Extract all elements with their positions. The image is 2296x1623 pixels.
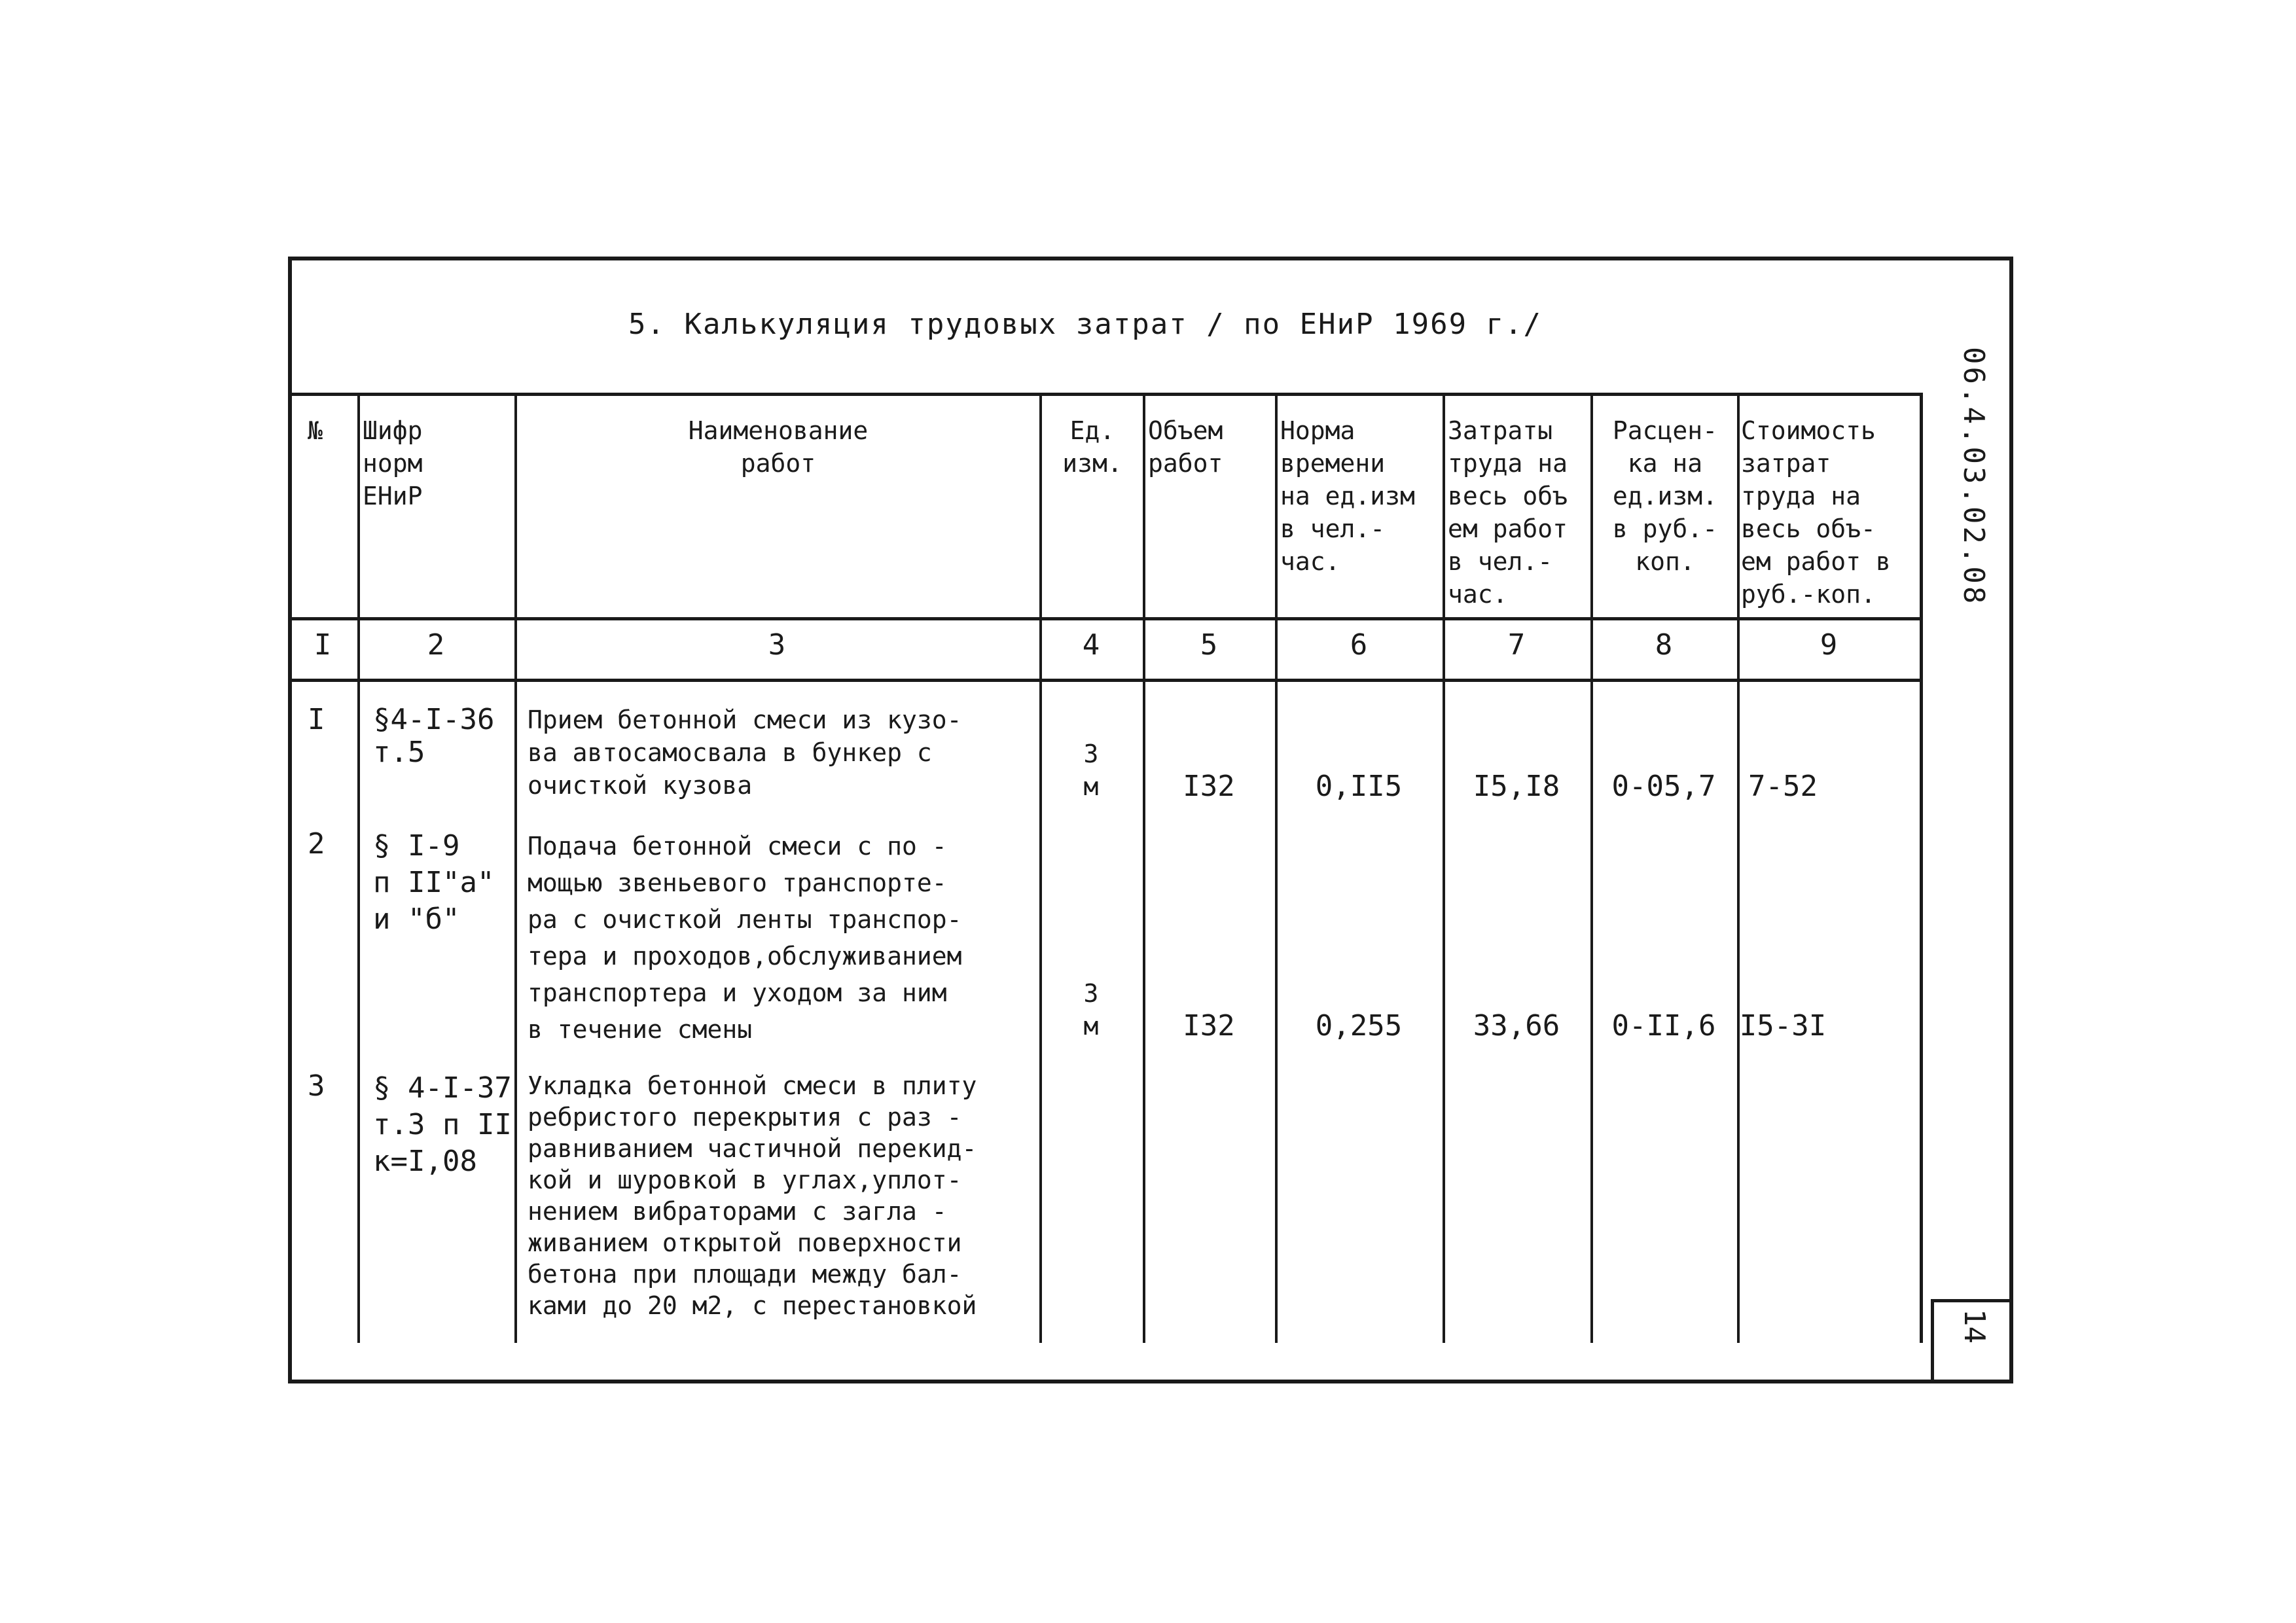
column-number: I — [314, 628, 332, 662]
row-3-no: 3 — [308, 1069, 325, 1103]
header-cost: Стоимость затрат труда на весь объ- ем работ в руб.-коп. — [1741, 416, 1891, 609]
page-number: 14 — [1958, 1309, 1991, 1344]
header-name: Наименование работ — [688, 416, 869, 478]
column-number: 6 — [1350, 628, 1368, 662]
column-number: 7 — [1507, 628, 1526, 662]
row-2-no: 2 — [308, 827, 325, 861]
column-number: 4 — [1082, 628, 1100, 662]
row-1-name: Прием бетонной смеси из кузо- ва автосамосвала в бункер с очисткой кузова — [528, 705, 962, 800]
header-no: № — [308, 416, 323, 445]
header-rate: Расцен- ка на ед.изм. в руб.- коп. — [1612, 416, 1718, 576]
row-1-unit: 3 м — [1083, 740, 1099, 801]
page-number-box — [1931, 1299, 2013, 1380]
column-divider — [1275, 396, 1278, 1343]
column-divider — [1143, 396, 1145, 1343]
column-number: 8 — [1655, 628, 1673, 662]
column-divider — [357, 396, 360, 1343]
row-2-cost: I5-3I — [1739, 1009, 1827, 1043]
header-volume: Объем работ — [1148, 416, 1223, 478]
row-1-norm: 0,II5 — [1315, 770, 1403, 803]
row-2-norm: 0,255 — [1315, 1009, 1403, 1043]
column-divider — [1443, 396, 1445, 1343]
row-1-cost: 7-52 — [1748, 770, 1818, 803]
row-2-name: Подача бетонной смеси с по - мощью звеньевого транспорте- ра с очисткой ленты транспор- тера и проходов,обслуживанием транспортера и уходом за ним в течение смены — [528, 832, 962, 1044]
row-1-labor: I5,I8 — [1473, 770, 1560, 803]
column-divider — [514, 396, 517, 1343]
column-divider — [1737, 396, 1740, 1343]
document-code: 06.4.03.02.08 — [1957, 347, 1990, 607]
column-divider — [1590, 396, 1593, 1343]
column-number-divider — [288, 679, 1920, 682]
labor-cost-table — [288, 393, 1923, 1343]
column-number: 9 — [1820, 628, 1838, 662]
row-1-no: I — [308, 703, 325, 736]
row-2-unit: 3 м — [1083, 979, 1099, 1041]
row-1-code: §4-I-36 т.5 — [373, 703, 495, 769]
column-number: 5 — [1200, 628, 1218, 662]
header-divider — [288, 617, 1920, 620]
row-3-code: § 4-I-37 т.3 п II к=I,08 — [373, 1071, 512, 1178]
column-number: 3 — [768, 628, 786, 662]
row-2-code: § I-9 п II"а" и "б" — [373, 829, 495, 936]
header-unit: Ед. изм. — [1062, 416, 1122, 478]
header-labor: Затраты труда на весь объ ем работ в чел.- час. — [1448, 416, 1568, 609]
row-3-name: Укладка бетонной смеси в плиту ребристого перекрытия с раз - равниванием частичной перекид- кой и шуровкой в углах,уплот- нением вибраторами с загла - живанием открытой поверхности бетона при площади между бал- ками до 20 м2, с перестановкой — [528, 1071, 977, 1320]
row-1-rate: 0-05,7 — [1611, 770, 1716, 803]
header-code: Шифр норм ЕНиР — [363, 416, 423, 510]
row-2-rate: 0-II,6 — [1611, 1009, 1716, 1043]
column-divider — [1039, 396, 1042, 1343]
row-2-labor: 33,66 — [1473, 1009, 1560, 1043]
row-2-volume: I32 — [1183, 1009, 1235, 1043]
column-number: 2 — [427, 628, 445, 662]
header-norm: Норма времени на ед.изм в чел.- час. — [1280, 416, 1415, 576]
row-1-volume: I32 — [1183, 770, 1235, 803]
document-title: 5. Калькуляция трудовых затрат / по ЕНиР 1969 г./ — [628, 308, 1543, 341]
